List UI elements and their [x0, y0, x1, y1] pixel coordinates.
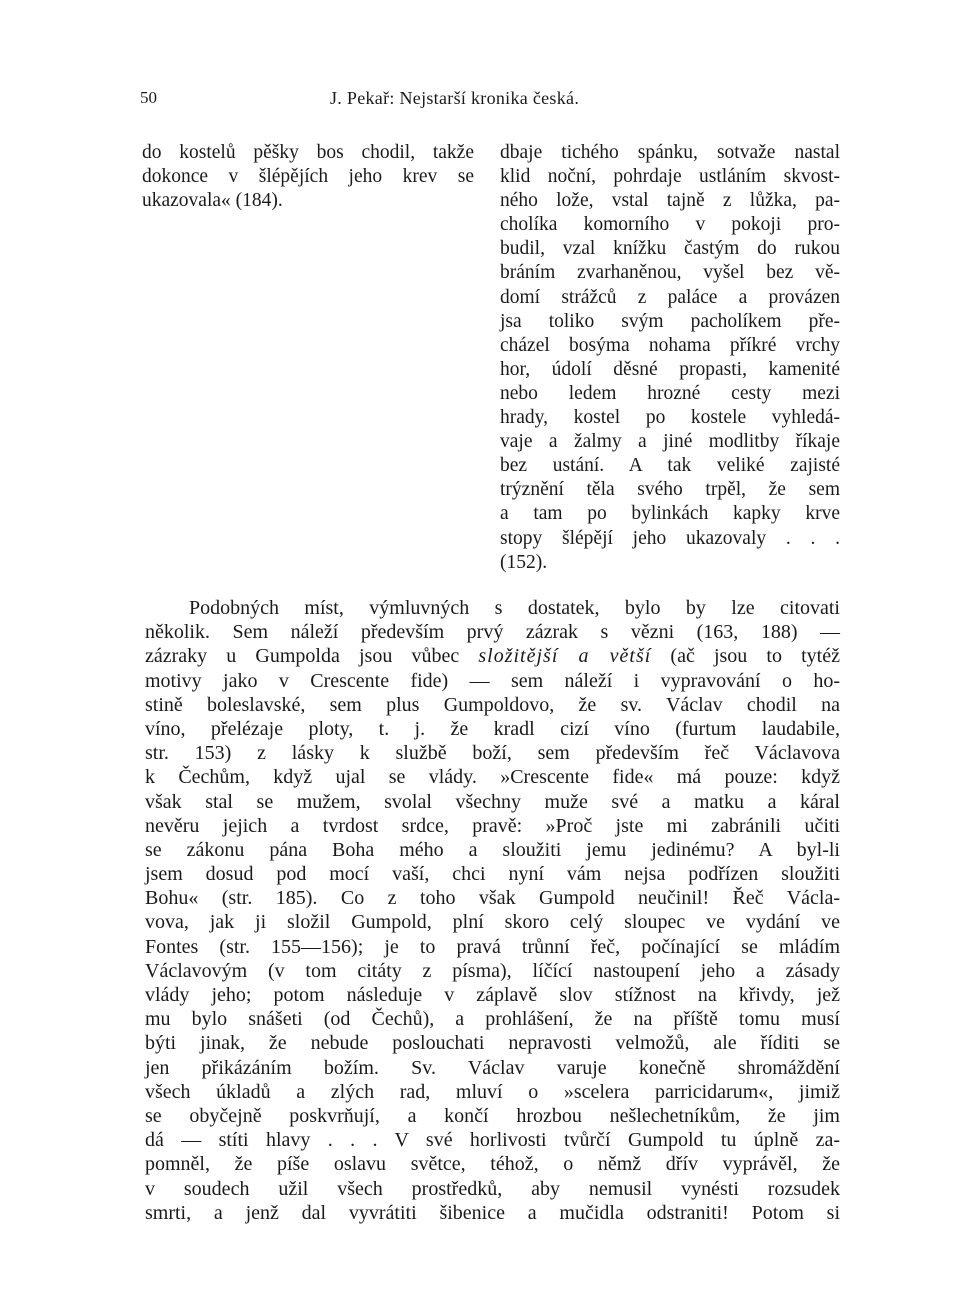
running-title: J. Pekař: Nejstarší kronika česká.	[330, 88, 580, 108]
text-line: mu bylo snášeti (od Čechů), a prohlášení, že na příště tomu musí	[145, 1008, 840, 1031]
text-line: hrady, kostel po kostele vyhledá-	[500, 407, 840, 429]
text-line: k Čechům, když ujal se vlády. »Crescente fide« má pouze: když	[145, 766, 840, 789]
left-column-quote	[142, 141, 474, 213]
main-paragraph	[145, 596, 840, 1225]
text-line: ného lože, vstal tajně z lůžka, pa-	[500, 190, 840, 212]
text-line: dokonce v šlépějích jeho krev se	[142, 166, 474, 188]
text-line: bez ustání. A tak veliké zajisté	[500, 455, 840, 477]
text-line: jsa toliko svým pacholíkem pře-	[500, 310, 840, 332]
text-line: v soudech užil všech prostředků, aby nemusil vynésti rozsudek	[145, 1177, 840, 1200]
text-line: Podobných míst, výmluvných s dostatek, bylo by lze citovati	[189, 597, 840, 619]
text-line: několik. Sem náleží především prvý zázrak s vězni (163, 188) —	[145, 621, 840, 644]
text-line: a tam po bylinkách kapky krve	[500, 503, 840, 525]
text-line: ukazovala« (184).	[142, 190, 283, 212]
text-line: dbaje tichého spánku, sotvaže nastal	[500, 142, 840, 163]
text-line: se obyčejně poskvrňují, a končí hrozbou nešlechetníkům, že jim	[145, 1104, 840, 1127]
text-line: domí strážců z paláce a provázen	[500, 286, 840, 308]
text-line: Bohu« (str. 185). Co z toho však Gumpold neučinil! Řeč Václa-	[145, 887, 840, 910]
text-line: motivy jako v Crescente fide) — sem náleží i vypravování o ho-	[145, 669, 840, 692]
text-line: nevěru jejich a tvrdost srdce, pravě: »Proč jste mi zabránili učiti	[145, 814, 840, 837]
text-line: stině boleslavské, sem plus Gumpoldovo, že sv. Václav chodil na	[145, 693, 840, 716]
text-line	[145, 644, 840, 668]
text-line: dá — stíti hlavy . . . V své horlivosti tvůrčí Gumpold tu úplně za-	[145, 1129, 840, 1152]
text-line: Václavovým (v tom citáty z písma), líčící nastoupení jeho a zásady	[145, 959, 840, 982]
text-line: bráním zvarhaněnou, vyšel bez vě-	[500, 262, 840, 284]
right-column-quote	[500, 141, 840, 575]
text-line: jen přikázáním božím. Sv. Václav varuje konečně shromáždění	[145, 1056, 840, 1079]
text-line: vaje a žalmy a jiné modlitby říkaje	[500, 431, 840, 453]
text-line: jsem dosud pod mocí vaší, chci nyní vám nejsa podřízen sloužiti	[145, 863, 840, 886]
text-line: býti jinak, že nebude poslouchati nepravosti velmožů, ale říditi se	[145, 1032, 840, 1055]
text-line: budil, vzal knížku častým do rukou	[500, 238, 840, 260]
text-line: Fontes (str. 155—156); je to pravá trůnní řeč, počínající se mládím	[145, 935, 840, 958]
page-number: 50	[140, 88, 157, 107]
text-line: cházel bosýma nohama příkré vrchy	[500, 334, 840, 356]
text-line: trýznění těla svého trpěl, že sem	[500, 479, 840, 501]
text-line: str. 153) z lásky k službě boží, sem především řeč Václavova	[145, 742, 840, 765]
text-line: do kostelů pěšky bos chodil, takže	[142, 142, 474, 163]
text-line: (152).	[500, 551, 548, 573]
text-line: nebo ledem hrozné cesty mezi	[500, 382, 840, 404]
text-line: vova, jak ji složil Gumpold, plní skoro celý sloupec ve vydání ve	[145, 911, 840, 934]
text-fragment: (ač jsou to tytéž	[651, 645, 840, 668]
text-line: pomněl, že píše oslavu světce, téhož, o němž dřív vyprávěl, že	[145, 1153, 840, 1176]
text-line: vlády jeho; potom následuje v záplavě slov stížnost na křivdy, jež	[145, 984, 840, 1006]
text-line: víno, přelézaje ploty, t. j. že kradl cizí víno (furtum laudabile,	[145, 717, 840, 740]
text-line: stopy šlépějí jeho ukazovaly . . .	[500, 527, 840, 549]
text-line: hor, údolí děsné propasti, kamenité	[500, 358, 840, 380]
emphasized-text: složitější a větší	[478, 645, 652, 668]
text-line: však stal se mužem, svolal všechny muže své a matku a káral	[145, 790, 840, 813]
page-header	[140, 88, 840, 116]
text-fragment: zázraky u Gumpolda jsou vůbec	[145, 645, 479, 668]
text-line: smrti, a jenž dal vyvrátiti šibenice a mučidla odstraniti! Potom si	[145, 1201, 840, 1224]
text-line: se zákonu pána Boha mého a sloužiti jemu jedinému? A byl-li	[145, 838, 840, 861]
text-line: klid noční, pohrdaje ustláním skvost-	[500, 166, 840, 188]
text-line: všech úkladů a zlých rad, mluví o »scelera parricidarum«, jimiž	[145, 1080, 840, 1103]
text-line: cholíka komorního v pokoji pro-	[500, 214, 840, 236]
